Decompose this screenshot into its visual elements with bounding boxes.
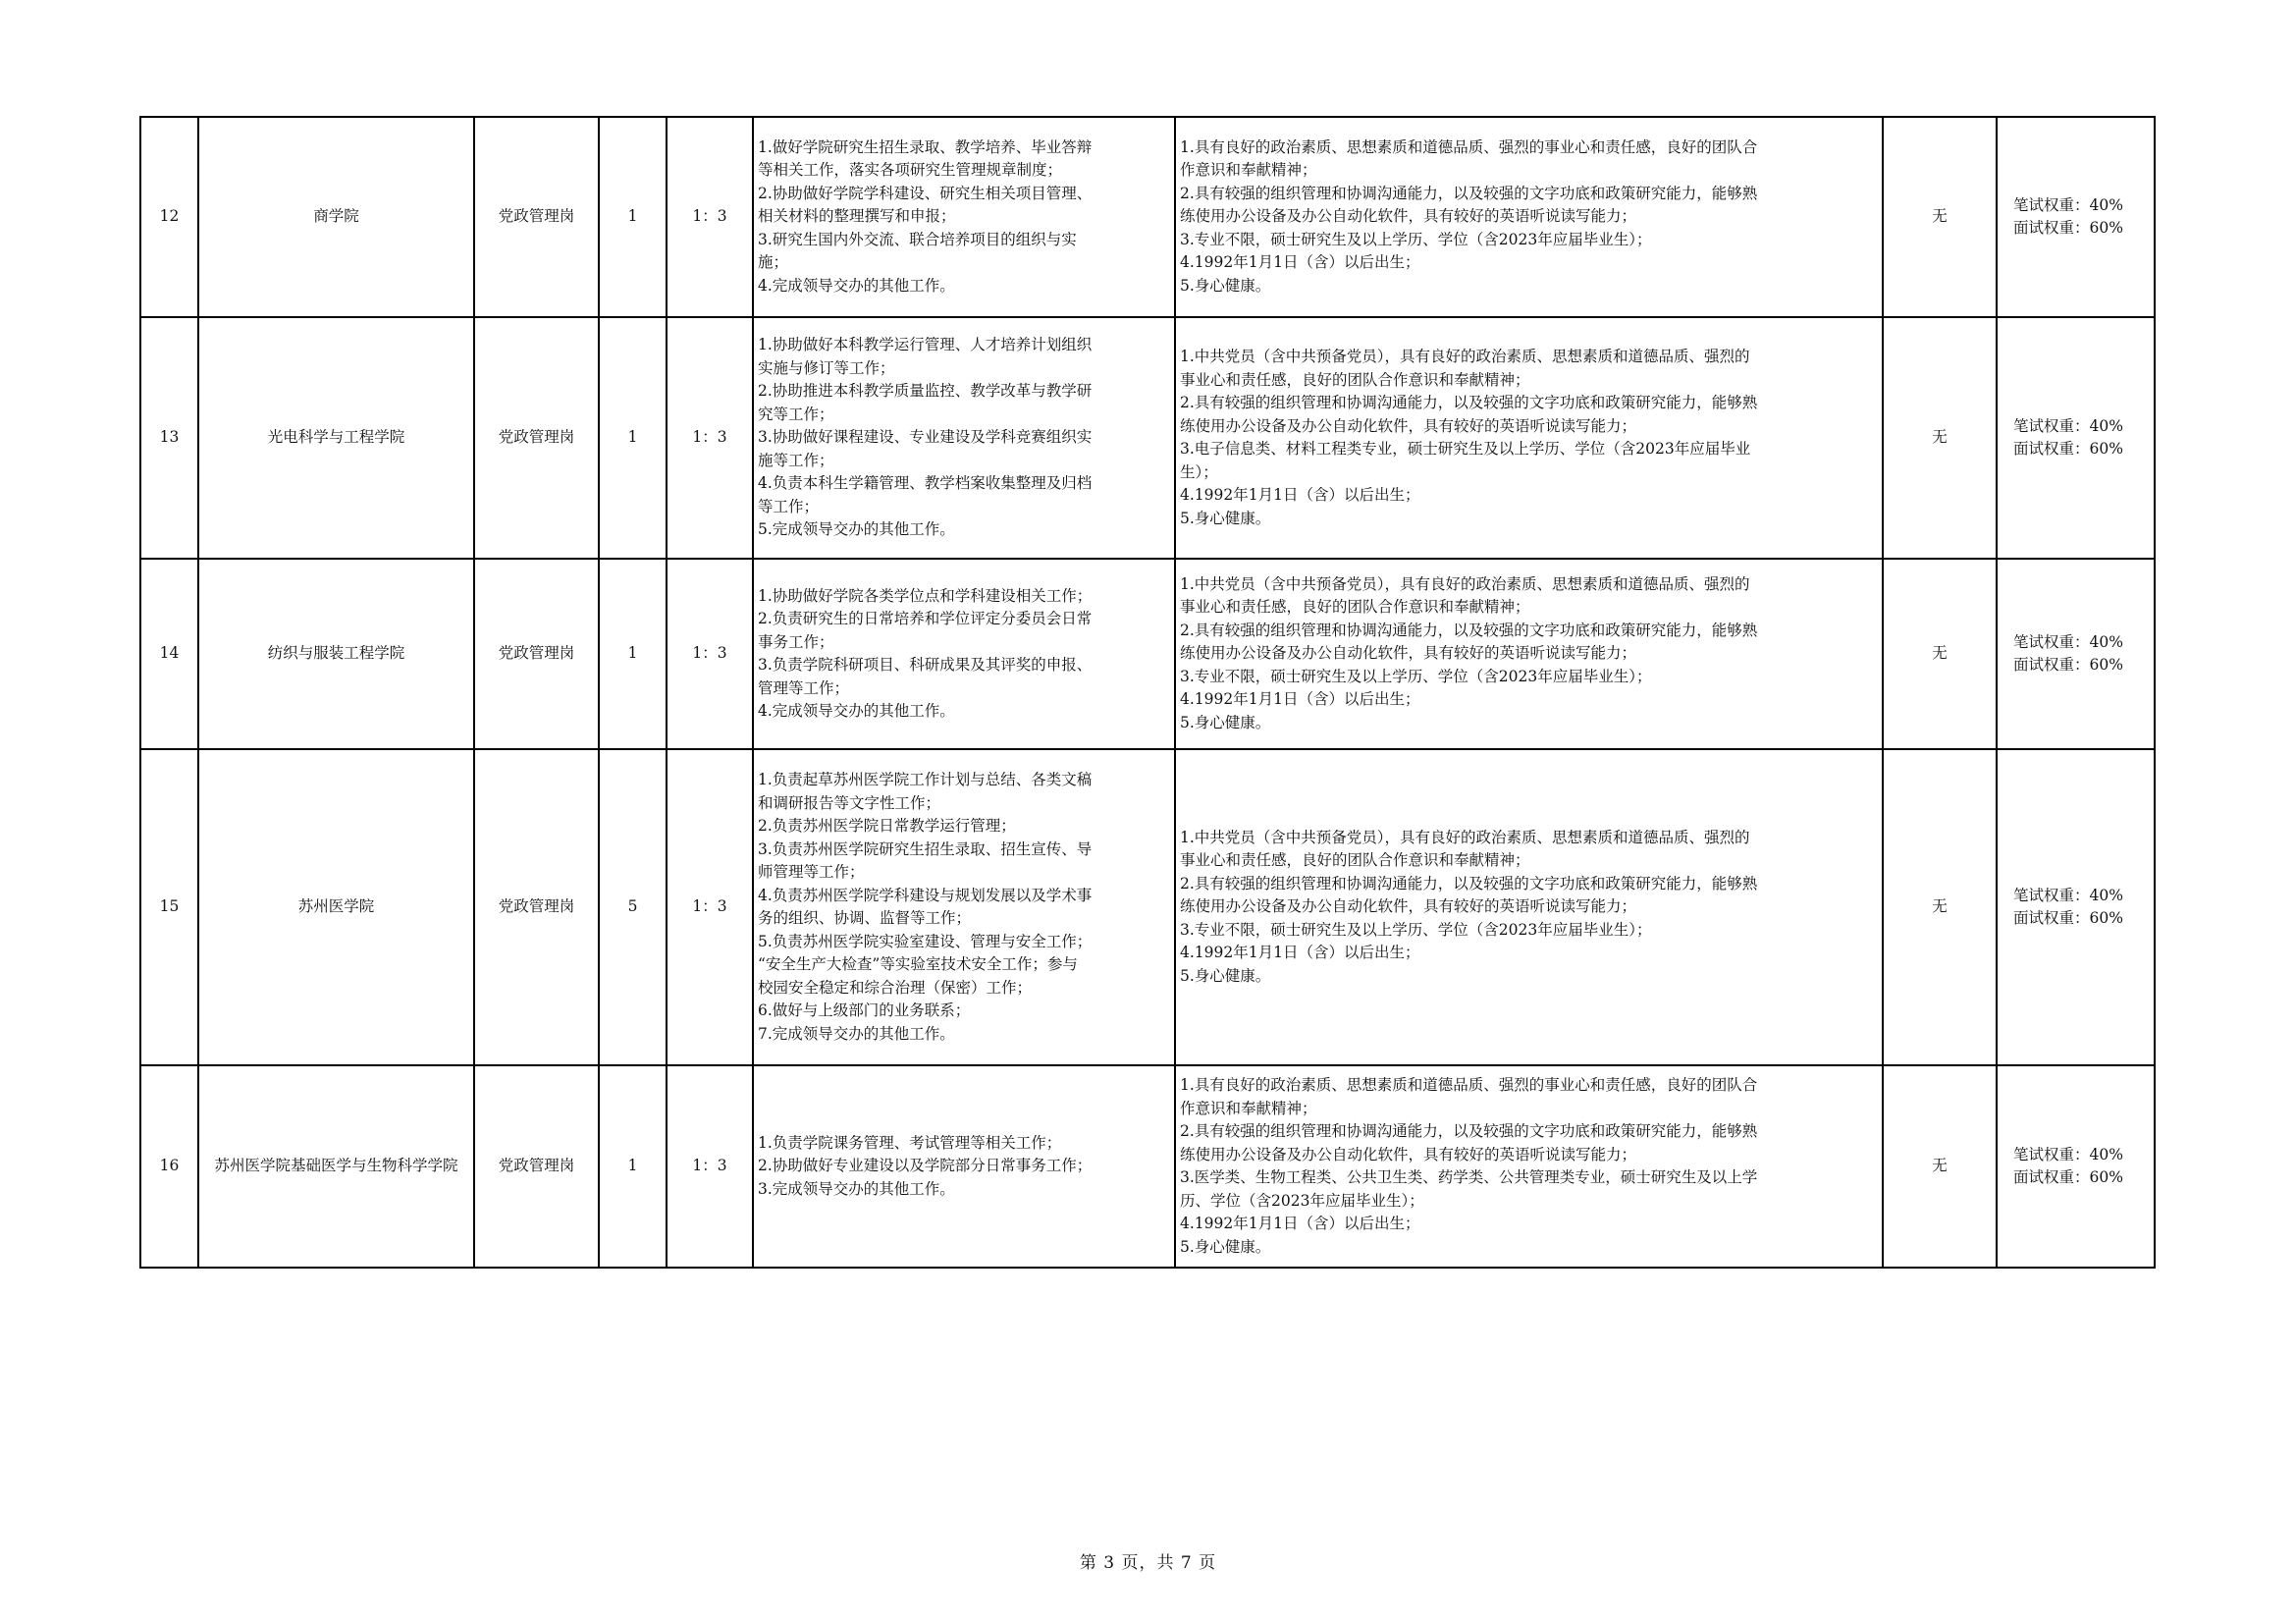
row-number: 14 [140,559,198,749]
requirement-line: 2.具有较强的组织管理和协调沟通能力，以及较强的文字功底和政策研究能力，能够熟 [1180,874,1758,893]
requirement-line: 1.中共党员（含中共预备党员），具有良好的政治素质、思想素质和道德品质、强烈的 [1180,348,1750,365]
table-row [140,1065,2155,1268]
unit-name: 商学院 [198,117,474,317]
duty-line: 3.负责苏州医学院研究生招生录取、招生宣传、导 [758,839,1093,858]
requirement-line: 练使用办公设备及办公自动化软件，具有较好的英语听说读写能力； [1180,897,1637,916]
requirement-line: 2.具有较强的组织管理和协调沟通能力，以及较强的文字功底和政策研究能力，能够熟 [1180,1122,1758,1140]
duty-line: 施； [758,253,789,272]
other-conditions: 无 [1883,117,1997,317]
job-duties [753,117,1175,317]
duty-line: 管理等工作； [758,678,850,697]
exam-ratio: 1：3 [667,117,753,317]
requirement-line: 5.身心健康。 [1180,276,1271,295]
requirement-line: 事业心和责任感，良好的团队合作意识和奉献精神； [1180,598,1530,617]
job-duties [753,317,1175,559]
requirement-line: 5.身心健康。 [1180,509,1271,527]
weight-line: 笔试权重：40% [2013,416,2123,435]
duty-line: 5.完成领导交办的其他工作。 [758,520,955,539]
exam-ratio: 1：3 [667,1065,753,1268]
headcount: 1 [599,559,667,749]
requirement-line: 历、学位（含2023年应届毕业生）； [1180,1191,1424,1210]
requirement-line: 5.身心健康。 [1180,1237,1271,1256]
recruitment-table [139,116,2156,1269]
duty-line: 1.负责学院课务管理、考试管理等相关工作； [758,1133,1062,1152]
duty-line: 究等工作； [758,405,834,423]
duty-line: 师管理等工作； [758,863,865,881]
other-conditions: 无 [1883,749,1997,1065]
exam-weight [1997,749,2155,1065]
duty-line: 相关材料的整理撰写和申报； [758,207,956,226]
unit-name: 苏州医学院基础医学与生物科学学院 [198,1065,474,1268]
job-duties [753,749,1175,1065]
duty-line: 施等工作； [758,451,834,469]
other-conditions: 无 [1883,317,1997,559]
job-duties [753,1065,1175,1268]
headcount: 5 [599,749,667,1065]
weight-line: 面试权重：60% [2013,656,2123,674]
requirement-line: 4.1992年1月1日（含）以后出生； [1180,690,1420,709]
job-duties [753,559,1175,749]
weight-line: 面试权重：60% [2013,219,2123,237]
job-requirements [1175,559,1883,749]
duty-line: 3.负责学院科研项目、科研成果及其评奖的申报、 [758,656,1093,674]
exam-ratio: 1：3 [667,317,753,559]
duty-line: 校园安全稳定和综合治理（保密）工作； [758,978,1033,997]
requirement-line: 练使用办公设备及办公自动化软件，具有较好的英语听说读写能力； [1180,644,1637,663]
duty-line: 实施与修订等工作； [758,358,895,377]
exam-weight [1997,1065,2155,1268]
unit-name: 纺织与服装工程学院 [198,559,474,749]
duty-line: 3.研究生国内外交流、联合培养项目的组织与实 [758,230,1077,248]
weight-line: 笔试权重：40% [2013,195,2123,214]
exam-weight [1997,317,2155,559]
page-footer: 第 3 页，共 7 页 [1079,1553,1217,1573]
exam-ratio: 1：3 [667,749,753,1065]
weight-line: 笔试权重：40% [2013,886,2123,904]
duty-line: 1.做好学院研究生招生录取、教学培养、毕业答辩 [758,137,1093,156]
other-conditions: 无 [1883,559,1997,749]
duty-line: 2.协助做好专业建设以及学院部分日常事务工作； [758,1157,1093,1175]
headcount: 1 [599,317,667,559]
requirement-line: 1.具有良好的政治素质、思想素质和道德品质、强烈的事业心和责任感，良好的团队合 [1180,137,1758,156]
duty-line: 等工作； [758,497,820,515]
exam-ratio: 1：3 [667,559,753,749]
requirement-line: 3.电子信息类、材料工程类专业，硕士研究生及以上学历、学位（含2023年应届毕业 [1180,440,1751,458]
duty-line: 1.协助做好本科教学运行管理、人才培养计划组织 [758,336,1093,354]
job-requirements [1175,1065,1883,1268]
requirement-line: 事业心和责任感，良好的团队合作意识和奉献精神； [1180,851,1530,870]
duty-line: 2.协助做好学院学科建设、研究生相关项目管理、 [758,184,1093,202]
weight-line: 面试权重：60% [2013,1168,2123,1186]
duty-line: 2.负责研究生的日常培养和学位评定分委员会日常 [758,610,1093,627]
duty-line: 5.负责苏州医学院实验室建设、管理与安全工作； [758,932,1093,950]
requirement-line: 事业心和责任感，良好的团队合作意识和奉献精神； [1180,370,1530,389]
requirement-line: 2.具有较强的组织管理和协调沟通能力，以及较强的文字功底和政策研究能力，能够熟 [1180,184,1758,202]
requirement-line: 3.医学类、生物工程类、公共卫生类、药学类、公共管理类专业，硕士研究生及以上学 [1180,1168,1758,1186]
requirement-line: 1.具有良好的政治素质、思想素质和道德品质、强烈的事业心和责任感，良好的团队合 [1180,1076,1758,1094]
requirement-line: 4.1992年1月1日（含）以后出生； [1180,944,1420,962]
duty-line: 2.协助推进本科教学质量监控、教学改革与教学研 [758,382,1093,401]
requirement-line: 1.中共党员（含中共预备党员），具有良好的政治素质、思想素质和道德品质、强烈的 [1180,574,1750,593]
requirement-line: 练使用办公设备及办公自动化软件，具有较好的英语听说读写能力； [1180,207,1637,226]
job-requirements [1175,317,1883,559]
weight-line: 笔试权重：40% [2013,632,2123,651]
duty-line: 4.负责苏州医学院学科建设与规划发展以及学术事 [758,886,1093,904]
requirement-line: 4.1992年1月1日（含）以后出生； [1180,486,1420,504]
duty-line: 7.完成领导交办的其他工作。 [758,1024,955,1043]
duty-line: 4.负责本科生学籍管理、教学档案收集整理及归档 [758,474,1093,493]
post-type: 党政管理岗 [474,317,599,559]
unit-name: 苏州医学院 [198,749,474,1065]
unit-name: 光电科学与工程学院 [198,317,474,559]
duty-line: 和调研报告等文字性工作； [758,793,941,812]
requirement-line: 2.具有较强的组织管理和协调沟通能力，以及较强的文字功底和政策研究能力，能够熟 [1180,394,1758,411]
post-type: 党政管理岗 [474,749,599,1065]
requirement-line: 3.专业不限，硕士研究生及以上学历、学位（含2023年应届毕业生）； [1180,920,1652,939]
row-number: 15 [140,749,198,1065]
row-number: 13 [140,317,198,559]
requirement-line: 5.身心健康。 [1180,966,1271,985]
requirement-line: 4.1992年1月1日（含）以后出生； [1180,1215,1420,1232]
duty-line: 等相关工作，落实各项研究生管理规章制度； [758,161,1063,180]
table-row [140,559,2155,749]
duty-line: 1.协助做好学院各类学位点和学科建设相关工作； [758,586,1093,605]
weight-line: 面试权重：60% [2013,440,2123,458]
requirement-line: 作意识和奉献精神； [1180,161,1317,180]
requirement-line: 3.专业不限，硕士研究生及以上学历、学位（含2023年应届毕业生）； [1180,230,1652,248]
table-body [140,117,2155,1268]
duty-line: 1.负责起草苏州医学院工作计划与总结、各类文稿 [758,771,1093,788]
requirement-line: 4.1992年1月1日（含）以后出生； [1180,253,1420,272]
requirement-line: 作意识和奉献精神； [1180,1099,1317,1117]
duty-line: 3.完成领导交办的其他工作。 [758,1179,955,1198]
requirement-line: 3.专业不限，硕士研究生及以上学历、学位（含2023年应届毕业生）； [1180,667,1652,685]
table-row [140,117,2155,317]
exam-weight [1997,117,2155,317]
table-row [140,749,2155,1065]
post-type: 党政管理岗 [474,1065,599,1268]
requirement-line: 1.中共党员（含中共预备党员），具有良好的政治素质、思想素质和道德品质、强烈的 [1180,828,1750,846]
headcount: 1 [599,117,667,317]
weight-line: 笔试权重：40% [2013,1145,2123,1163]
post-type: 党政管理岗 [474,117,599,317]
duty-line: 4.完成领导交办的其他工作。 [758,702,955,720]
duty-line: 务的组织、协调、监督等工作； [758,909,972,927]
requirement-line: 5.身心健康。 [1180,713,1271,731]
requirement-line: 练使用办公设备及办公自动化软件，具有较好的英语听说读写能力； [1180,1145,1637,1163]
duty-line: 事务工作； [758,632,834,651]
duty-line: 6.做好与上级部门的业务联系； [758,1001,971,1019]
requirement-line: 生）； [1180,462,1218,481]
requirement-line: 2.具有较强的组织管理和协调沟通能力，以及较强的文字功底和政策研究能力，能够熟 [1180,621,1758,639]
exam-weight [1997,559,2155,749]
row-number: 12 [140,117,198,317]
job-requirements [1175,117,1883,317]
headcount: 1 [599,1065,667,1268]
duty-line: “安全生产大检查”等实验室技术安全工作；参与 [758,955,1078,973]
post-type: 党政管理岗 [474,559,599,749]
table-row [140,317,2155,559]
duty-line: 3.协助做好课程建设、专业建设及学科竞赛组织实 [758,428,1093,447]
row-number: 16 [140,1065,198,1268]
duty-line: 2.负责苏州医学院日常教学运行管理； [758,817,1016,835]
requirement-line: 练使用办公设备及办公自动化软件，具有较好的英语听说读写能力； [1180,416,1637,435]
job-requirements [1175,749,1883,1065]
other-conditions: 无 [1883,1065,1997,1268]
duty-line: 4.完成领导交办的其他工作。 [758,276,955,295]
weight-line: 面试权重：60% [2013,909,2123,927]
